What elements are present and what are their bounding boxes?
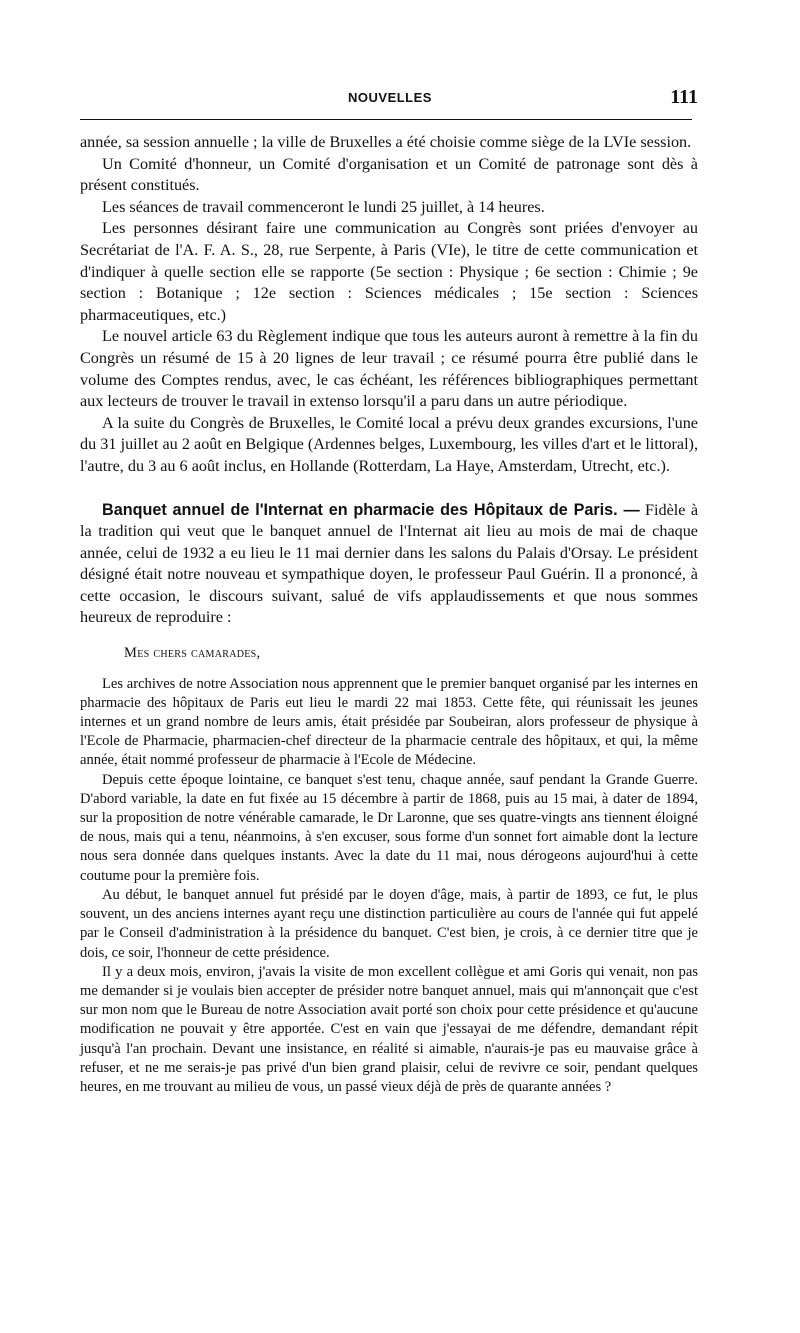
main-text: [80, 132, 698, 1097]
header-rule: [80, 119, 692, 120]
congress-paragraph-4: Les personnes désirant faire une communication au Congrès sont priées d'envoyer au Secrétariat de l'A. F. A. S., 28, rue Serpente, à Paris (VIe), le titre de cette communication et d'indiquer à quelle section elle se rapporte (5e section : Physique ; 6e section : Chimie ; 9e section : Botanique ; 12e section : Sciences médicales ; 15e section : Sciences pharmaceutiques, etc.): [80, 219, 698, 324]
section-spacer: [80, 478, 698, 500]
congress-paragraph-5: Le nouvel article 63 du Règlement indique que tous les auteurs auront à remettre à la fin du Congrès un résumé de 15 à 20 lignes de leur travail ; ce résumé pourra être publié dans le volume des Comptes rendus, avec, le cas échéant, les références bibliographiques permettant aux lecteurs de trouver le travail in extenso lorsqu'il a paru dans un autre périodique.: [80, 327, 698, 411]
banquet-section-title: Banquet annuel de l'Internat en pharmacie des Hôpitaux de Paris. —: [102, 500, 640, 519]
running-head: [80, 88, 700, 110]
page-number: 111: [670, 86, 698, 108]
congress-paragraph-3: Les séances de travail commenceront le lundi 25 juillet, à 14 heures.: [102, 197, 545, 216]
congress-paragraph-6: A la suite du Congrès de Bruxelles, le Comité local a prévu deux grandes excursions, l'une du 31 juillet au 2 août en Belgique (Ardennes belges, Luxembourg, les villes d'art et le littoral), l'autre, du 3 au 6 août inclus, en Hollande (Rotterdam, La Haye, Amsterdam, Utrecht, etc.).: [80, 413, 698, 475]
speech-salutation: Mes chers camarades,: [124, 645, 261, 662]
speech-paragraph-2: Depuis cette époque lointaine, ce banquet s'est tenu, chaque année, sauf pendant la Grande Guerre. D'abord variable, la date en fut fixée au 15 décembre à partir de 1868, puis au 15 mai, à dater de 1894, sur la proposition de notre vénérable camarade, le Dr Laronne, que ses quatre-vingts ans tiennent éloigné de nous, mais qui a tenu, néanmoins, à s'en excuser, sous forme d'un sonnet fort aimable dont la lecture nous sera donnée dans quelques instants. Avec la date du 11 mai, nous dérogeons aujourd'hui à cette coutume pour la première fois.: [80, 771, 698, 884]
congress-paragraph-1: année, sa session annuelle ; la ville de Bruxelles a été choisie comme siège de la LVIe session.: [80, 133, 692, 151]
banquet-paragraph: [80, 500, 698, 630]
speech-paragraph-3: Au début, le banquet annuel fut présidé par le doyen d'âge, mais, à partir de 1893, ce fut, le plus souvent, un des anciens internes ayant reçu une distinction particulière au cours de l'année qui fut appelé par le Conseil d'administration à la présidence du banquet. C'est bien, je crois, à ce dernier titre que je dois, ce soir, l'honneur de cette présidence.: [80, 886, 698, 961]
speech-paragraph-1: Les archives de notre Association nous apprennent que le premier banquet organisé par les internes en pharmacie des hôpitaux de Paris eut lieu le mardi 22 mai 1853. Cette fête, qui réunissait les jeunes internes et un grand nombre de leurs amis, était présidée par Soubeiran, alors professeur de physique à l'Ecole de Pharmacie, pharmacien-chef directeur de la pharmacie centrale des hôpitaux, et qui, la même année, était nommé professeur de pharmacie à l'Ecole de Médecine.: [80, 675, 698, 769]
running-title: NOUVELLES: [348, 90, 432, 105]
speech-paragraph-4: Il y a deux mois, environ, j'avais la visite de mon excellent collègue et ami Goris qui venait, non pas me demander si je voulais bien accepter de présider notre banquet annuel, mais qui m'annonçait que c'est sur mon nom que le Bureau de notre Association avait porté son choix pour cette présidence et qu'aucune modification ne pouvait y être apportée. C'est en vain que j'essayai de me défendre, demandant répit jusqu'à l'an prochain. Devant une insistance, en réalité si aimable, n'aurais-je pas eu mauvaise grâce à refuser, et ne me serais-je pas privé d'un bien grand plaisir, celui de revivre ce soir, pendant quelques heures, en me trouvant au milieu de vous, un passé vieux déjà de près de quarante années ?: [80, 963, 698, 1095]
banquet-intro: Fidèle à la tradition qui veut que le banquet annuel de l'Internat ait lieu au mois de mai de chaque année, celui de 1932 a eu lieu le 11 mai dernier dans les salons du Palais d'Orsay. Le président désigné était notre nouveau et sympathique doyen, le professeur Paul Guérin. Il a prononcé, à cette occasion, le discours suivant, salué de vifs applaudissements et que nous sommes heureux de reproduire :: [80, 500, 699, 627]
congress-paragraph-2: Un Comité d'honneur, un Comité d'organisation et un Comité de patronage sont dès à présent constitués.: [80, 154, 698, 195]
speech-text: [80, 675, 698, 1097]
